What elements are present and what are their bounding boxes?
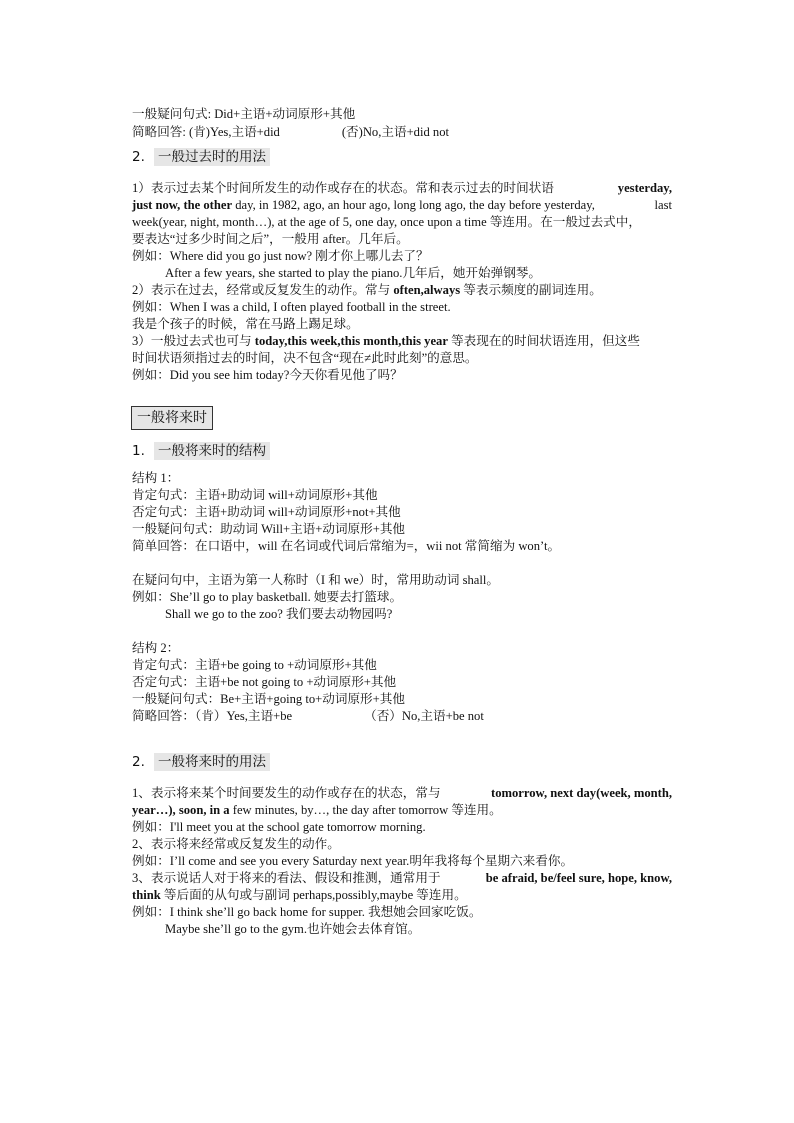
- structure-2-negative: 否定句式：主语+be not going to +动词原形+其他: [132, 675, 397, 689]
- usage-2-keyword: often,always: [393, 283, 461, 297]
- future-usage-1-example: 例如：I'll meet you at the school gate tomorrow morning.: [132, 820, 426, 834]
- usage-2-line-1: [132, 282, 672, 299]
- structure-2-short-answer: [132, 708, 672, 725]
- section-number: 2.: [132, 754, 145, 770]
- future-usage-3-line-2: [132, 887, 672, 904]
- usage-1-line-1: [132, 180, 672, 197]
- usage-3-text-post: 等表现在的时间状语连用，但这些: [451, 334, 640, 348]
- usage-1-text-last: last: [654, 198, 672, 212]
- shall-example-2: Shall we go to the zoo? 我们要去动物园吗?: [165, 607, 393, 621]
- section-number: 2.: [132, 149, 145, 165]
- structure-1-negative: 否定句式：主语+助动词 will+动词原形+not+其他: [132, 505, 401, 519]
- structure-2-question: 一般疑问句式：Be+主语+going to+动词原形+其他: [132, 692, 405, 706]
- future-usage-3-example-2: Maybe she’ll go to the gym.也许她会去体育馆。: [165, 922, 421, 936]
- past-question-form: 一般疑问句式: Did+主语+动词原形+其他: [132, 107, 356, 121]
- usage-3-line-1: [132, 333, 672, 350]
- future-usage-1-keyword: tomorrow, next day(week, month,: [491, 786, 672, 800]
- section-heading-future-usage: [132, 753, 270, 772]
- future-usage-3-text-2: 等后面的从句或与副词 perhaps,possibly,maybe 等连用。: [163, 888, 467, 902]
- past-short-answer-yes: 简略回答: (肯)Yes,主语+did: [132, 125, 280, 139]
- usage-1-line-4: 要表达“过多少时间之后”，一般用 after。几年后。: [132, 232, 409, 246]
- past-short-answer: [132, 124, 672, 141]
- structure-1-affirmative: 肯定句式：主语+助动词 will+动词原形+其他: [132, 488, 378, 502]
- usage-3-example: 例如：Did you see him today?今天你看见他了吗？: [132, 368, 403, 382]
- section-heading-future-structure: [132, 442, 270, 461]
- future-usage-3-text: 3、表示说话人对于将来的看法、假设和推测，通常用于: [132, 871, 441, 885]
- usage-3-text: 3）一般过去式也可与: [132, 334, 252, 348]
- section-number: 1.: [132, 443, 145, 459]
- future-usage-2-example: 例如：I’ll come and see you every Saturday next year.明年我将每个星期六来看你。: [132, 854, 574, 868]
- future-usage-3-keyword-2: think: [132, 888, 161, 902]
- usage-3-keyword: today,this week,this month,this year: [254, 334, 448, 348]
- usage-2-example: 例如：When I was a child, I often played football in the street.: [132, 300, 451, 314]
- future-usage-2-line-1: 2、表示将来经常或反复发生的动作。: [132, 837, 340, 851]
- usage-2-translation: 我是个孩子的时候，常在马路上踢足球。: [132, 317, 359, 331]
- usage-1-line-2: [132, 197, 672, 214]
- structure-2-title: 结构 2：: [132, 641, 180, 655]
- structure-1-title: 结构 1：: [132, 471, 180, 485]
- future-usage-3-line-1: [132, 870, 672, 887]
- future-usage-3-example-1: 例如：I think she’ll go back home for supper. 我想她会回家吃饭。: [132, 905, 482, 919]
- past-short-answer-no: (否)No,主语+did not: [341, 125, 450, 139]
- section-title: 一般将来时的结构: [154, 442, 270, 460]
- usage-1-text-2: day, in 1982, ago, an hour ago, long long ago, the day before yesterday,: [235, 198, 595, 212]
- usage-1-line-3: week(year, night, month…), at the age of 5, one day, once upon a time 等连用。在一般过去式中，: [132, 215, 641, 229]
- future-usage-1-text: 1、表示将来某个时间要发生的动作或存在的状态，常与: [132, 786, 441, 800]
- usage-1-text: 1）表示过去某个时间所发生的动作或存在的状态。常和表示过去的时间状语: [132, 181, 554, 195]
- section-title: 一般将来时的用法: [154, 753, 270, 771]
- shall-note: 在疑问句中，主语为第一人称时（I 和 we）时，常用助动词 shall。: [132, 573, 499, 587]
- usage-1-keyword-2: just now, the other: [132, 198, 233, 212]
- usage-2-text: 2）表示在过去，经常或反复发生的动作。常与: [132, 283, 391, 297]
- usage-2-text-post: 等表示频度的副词连用。: [463, 283, 602, 297]
- usage-1-example: 例如：Where did you go just now? 刚才你上哪儿去了？: [132, 249, 429, 263]
- structure-1-question: 一般疑问句式：助动词 Will+主语+动词原形+其他: [132, 522, 406, 536]
- future-usage-1-text-2: few minutes, by…, the day after tomorrow 等连用。: [232, 803, 502, 817]
- structure-1-short-answer: 简单回答：在口语中，will 在名词或代词后常缩为=，wii not 常简缩为 won’t。: [132, 539, 561, 553]
- section-heading-past-usage: [132, 148, 270, 167]
- usage-1-example-2: After a few years, she started to play the piano.几年后，她开始弹钢琴。: [165, 266, 541, 280]
- future-usage-1-line-2: [132, 802, 672, 819]
- usage-3-line-2: 时间状语须指过去的时间，决不包含“现在≠此时此刻”的意思。: [132, 351, 478, 365]
- section-title: 一般过去时的用法: [154, 148, 270, 166]
- future-usage-3-keyword: be afraid, be/feel sure, hope, know,: [485, 871, 672, 885]
- structure-2-short-answer-yes: 简略回答：（肯）Yes,主语+be: [132, 709, 293, 723]
- future-usage-1-keyword-2: year…), soon, in a: [132, 803, 230, 817]
- structure-2-short-answer-no: （否）No,主语+be not: [364, 709, 484, 723]
- usage-1-keyword: yesterday,: [617, 181, 672, 195]
- shall-example-1: 例如：She’ll go to play basketball. 她要去打篮球。: [132, 590, 403, 604]
- chapter-title-future-tense: 一般将来时: [131, 406, 213, 430]
- future-usage-1-line-1: [132, 785, 672, 802]
- structure-2-affirmative: 肯定句式：主语+be going to +动词原形+其他: [132, 658, 377, 672]
